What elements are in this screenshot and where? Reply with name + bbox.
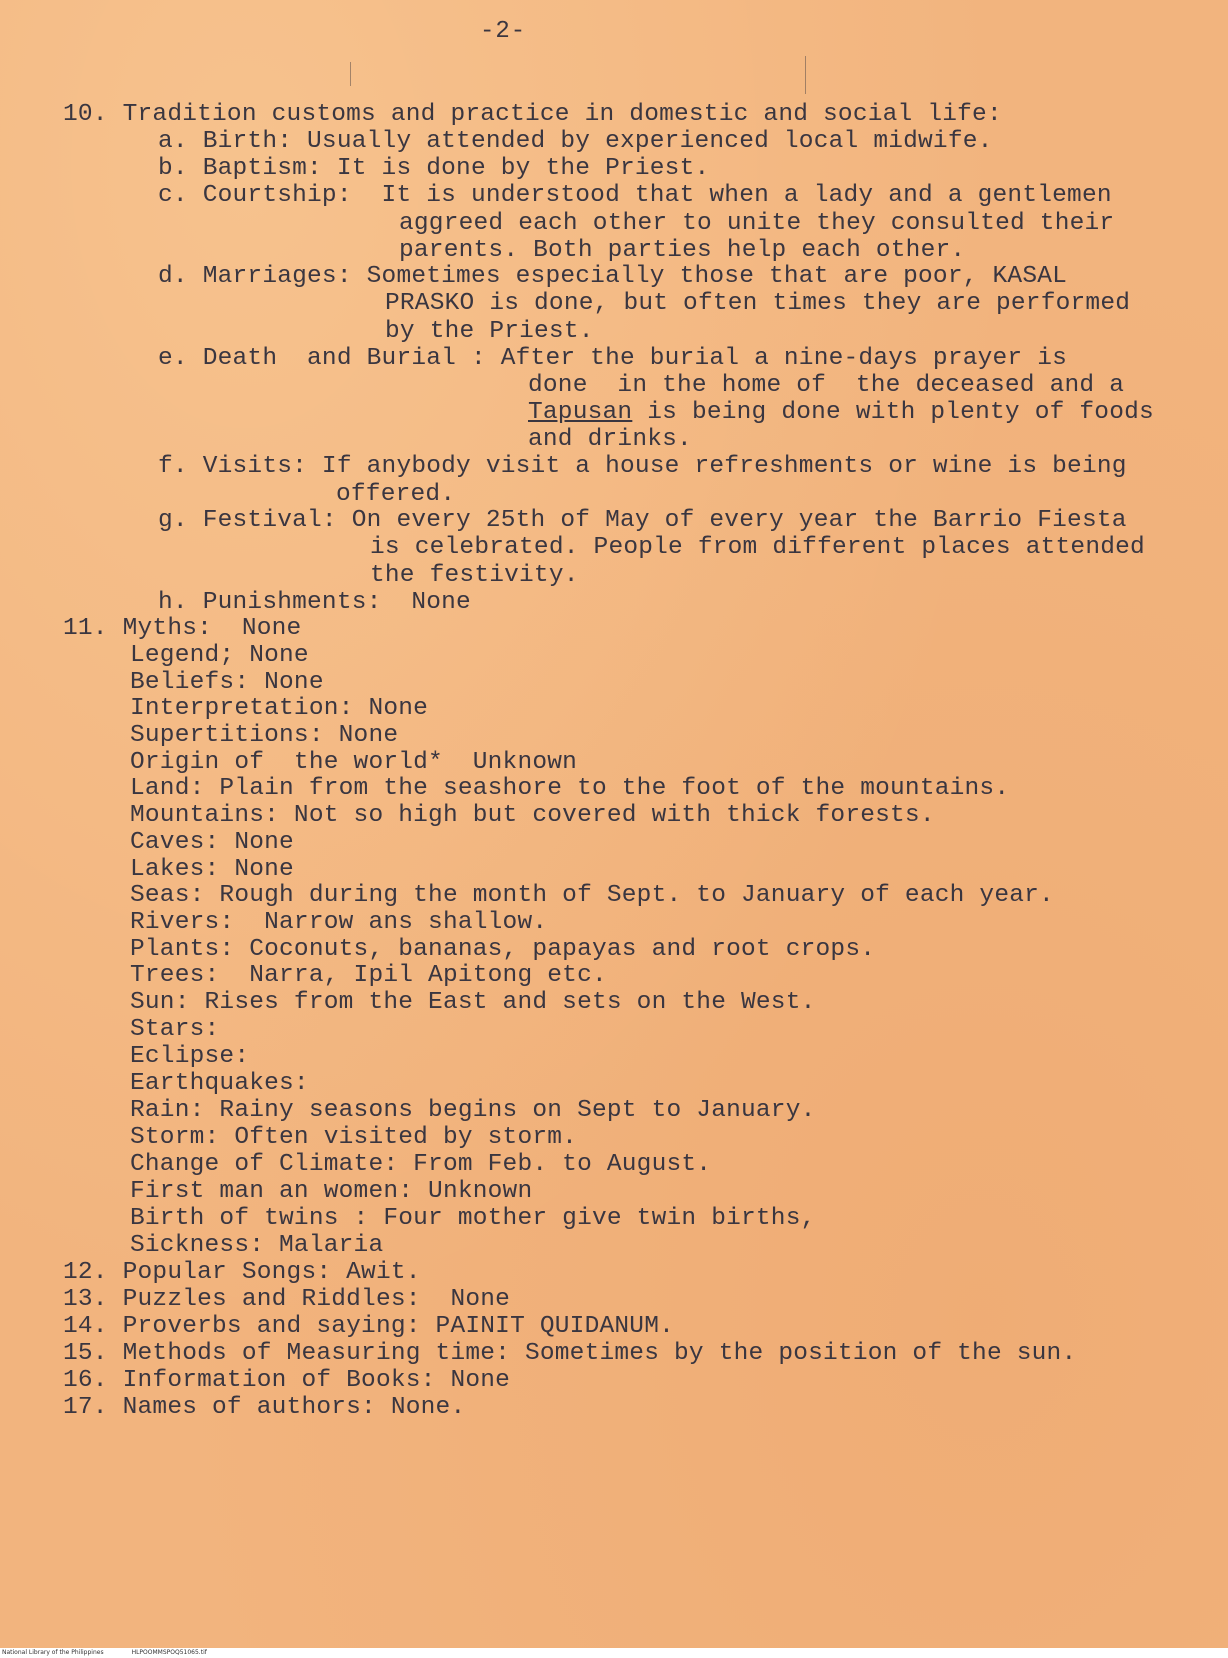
item-10e-death-burial-cont — [528, 399, 1154, 427]
item-11-twins: Birth of twins : Four mother give twin births, — [130, 1205, 816, 1232]
item-10-heading: 10. Tradition customs and practice in domestic and social life: — [63, 101, 1002, 128]
item-14-proverbs: 14. Proverbs and saying: PAINIT QUIDANUM. — [63, 1313, 674, 1340]
item-11-seas: Seas: Rough during the month of Sept. to January of each year. — [130, 882, 1054, 909]
item-10a-birth: a. Birth: Usually attended by experienced local midwife. — [158, 128, 993, 155]
item-11-caves: Caves: None — [130, 829, 294, 856]
item-11-supertitions: Supertitions: None — [130, 722, 399, 749]
item-11-climate: Change of Climate: From Feb. to August. — [130, 1151, 712, 1178]
item-17-authors: 17. Names of authors: None. — [63, 1394, 466, 1421]
item-11-trees: Trees: Narra, Ipil Apitong etc. — [130, 962, 607, 989]
item-11-legend: Legend; None — [130, 642, 309, 669]
item-10e-death-burial-cont: done in the home of the deceased and a — [528, 372, 1125, 399]
tapusan-text: is being done with plenty of foods — [632, 399, 1154, 426]
item-10c-courtship-cont: parents. Both parties help each other. — [399, 237, 966, 264]
item-11-mountains: Mountains: Not so high but covered with thick forests. — [130, 802, 935, 829]
paper-mark — [350, 62, 351, 86]
item-11-sickness: Sickness: Malaria — [130, 1232, 384, 1259]
item-16-books: 16. Information of Books: None — [63, 1367, 511, 1394]
item-11-first-man: First man an women: Unknown — [130, 1178, 533, 1205]
item-11-beliefs: Beliefs: None — [130, 669, 324, 696]
item-11-sun: Sun: Rises from the East and sets on the West. — [130, 989, 816, 1016]
item-11-lakes: Lakes: None — [130, 856, 294, 883]
footer-library: National Library of the Philippines — [2, 1649, 104, 1656]
item-10d-marriages-cont: by the Priest. — [385, 318, 594, 345]
item-11-origin: Origin of the world* Unknown — [130, 749, 578, 776]
item-15-measuring-time: 15. Methods of Measuring time: Sometimes by the position of the sun. — [63, 1340, 1077, 1367]
item-12-songs: 12. Popular Songs: Awit. — [63, 1259, 421, 1286]
item-10c-courtship: c. Courtship: It is understood that when a lady and a gentlemen — [158, 182, 1112, 209]
scan-footer — [0, 1648, 1228, 1658]
item-11-eclipse: Eclipse: — [130, 1043, 250, 1070]
item-10e-death-burial-cont: and drinks. — [528, 426, 692, 453]
item-10e-death-burial: e. Death and Burial : After the burial a nine-days prayer is — [158, 345, 1068, 372]
paper-mark — [805, 56, 806, 94]
item-10g-festival-cont: the festivity. — [370, 562, 579, 589]
item-10g-festival: g. Festival: On every 25th of May of every year the Barrio Fiesta — [158, 507, 1127, 534]
item-10f-visits-cont: offered. — [336, 481, 456, 508]
item-11-rain: Rain: Rainy seasons begins on Sept to January. — [130, 1097, 816, 1124]
item-10h-punishments: h. Punishments: None — [158, 589, 471, 616]
item-11-storm: Storm: Often visited by storm. — [130, 1124, 578, 1151]
item-10b-baptism: b. Baptism: It is done by the Priest. — [158, 155, 710, 182]
item-11-earthquakes: Earthquakes: — [130, 1070, 309, 1097]
item-11-myths: 11. Myths: None — [63, 615, 302, 642]
item-13-puzzles: 13. Puzzles and Riddles: None — [63, 1286, 511, 1313]
footer-filename: HLPOOMMSPOQ51065.tif — [131, 1649, 207, 1656]
item-10d-marriages: d. Marriages: Sometimes especially those that are poor, KASAL — [158, 263, 1068, 290]
item-11-land: Land: Plain from the seashore to the foot of the mountains. — [130, 775, 1010, 802]
tapusan-term: Tapusan — [528, 399, 633, 426]
item-11-interpretation: Interpretation: None — [130, 695, 429, 722]
item-11-plants: Plants: Coconuts, bananas, papayas and root crops. — [130, 936, 876, 963]
page-number: -2- — [480, 18, 527, 45]
item-10d-marriages-cont: PRASKO is done, but often times they are performed — [385, 290, 1131, 317]
item-11-rivers: Rivers: Narrow ans shallow. — [130, 909, 548, 936]
item-11-stars: Stars: — [130, 1016, 220, 1043]
item-10g-festival-cont: is celebrated. People from different places attended — [370, 534, 1145, 561]
item-10f-visits: f. Visits: If anybody visit a house refreshments or wine is being — [158, 453, 1127, 480]
item-10c-courtship-cont: aggreed each other to unite they consulted their — [399, 210, 1115, 237]
